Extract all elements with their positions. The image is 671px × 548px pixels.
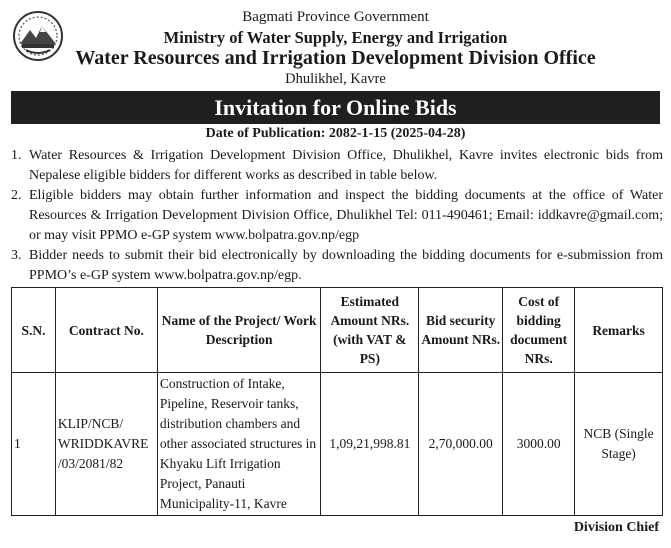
- paragraph-text: Water Resources & Irrigation Development Division Office, Dhulikhel, Kavre invites electronic bids from Nepalese eligible bidders for different works as described in table below.: [29, 148, 663, 183]
- cell-estimated: 1,09,21,998.81: [321, 373, 419, 516]
- col-header-remarks: Remarks: [575, 288, 663, 373]
- col-header-project: Name of the Project/ Work Description: [157, 288, 321, 373]
- notice-title: Invitation for Online Bids: [11, 91, 660, 124]
- col-header-cost: Cost of bidding document NRs.: [503, 288, 575, 373]
- cell-contract: KLIP/NCB/ WRIDDKAVRE /03/2081/82: [55, 373, 157, 516]
- table-header-row: [12, 288, 663, 373]
- col-header-estimated: Estimated Amount NRs. (with VAT & PS): [321, 288, 419, 373]
- col-header-sn: S.N.: [12, 288, 56, 373]
- paragraph-2: [11, 186, 663, 246]
- government-name: Bagmati Province Government: [242, 9, 429, 25]
- office-name: Water Resources and Irrigation Development Division Office: [75, 47, 596, 69]
- ministry-name: Ministry of Water Supply, Energy and Irrigation: [163, 28, 508, 47]
- office-location: Dhulikhel, Kavre: [285, 71, 386, 87]
- table-row: [12, 373, 663, 516]
- paragraph-number: 1.: [11, 148, 22, 163]
- paragraph-number: 3.: [11, 248, 22, 263]
- cell-project: Construction of Intake, Pipeline, Reservoir tanks, distribution chambers and other associated structures in Khyaku Lift Irrigation Project, Panauti Municipality-11, Kavre: [157, 373, 321, 516]
- publication-date: Date of Publication: 2082-1-15 (2025-04-28): [205, 126, 466, 141]
- paragraph-1: [11, 146, 663, 186]
- cell-remarks: NCB (Single Stage): [575, 373, 663, 516]
- bids-table: [11, 287, 663, 516]
- col-header-contract: Contract No.: [55, 288, 157, 373]
- paragraph-text: Bidder needs to submit their bid electronically by downloading the bidding documents for e-submission from PPMO’s e-GP system www.bolpatra.gov.np/egp.: [29, 248, 663, 283]
- cell-security: 2,70,000.00: [419, 373, 503, 516]
- cell-sn: 1: [12, 373, 56, 516]
- col-header-security: Bid security Amount NRs.: [419, 288, 503, 373]
- paragraph-text: Eligible bidders may obtain further information and inspect the bidding documents at the office of Water Resources & Irrigation Development Division Office, Dhulikhel Tel: 011-490461; Email: iddkavre@gmail.com; or may visit PPMO e-GP system www.bolpatra.gov.np/egp: [29, 188, 663, 243]
- paragraph-3: [11, 246, 663, 286]
- cell-cost: 3000.00: [503, 373, 575, 516]
- paragraph-number: 2.: [11, 188, 22, 203]
- signoff: Division Chief: [573, 520, 659, 535]
